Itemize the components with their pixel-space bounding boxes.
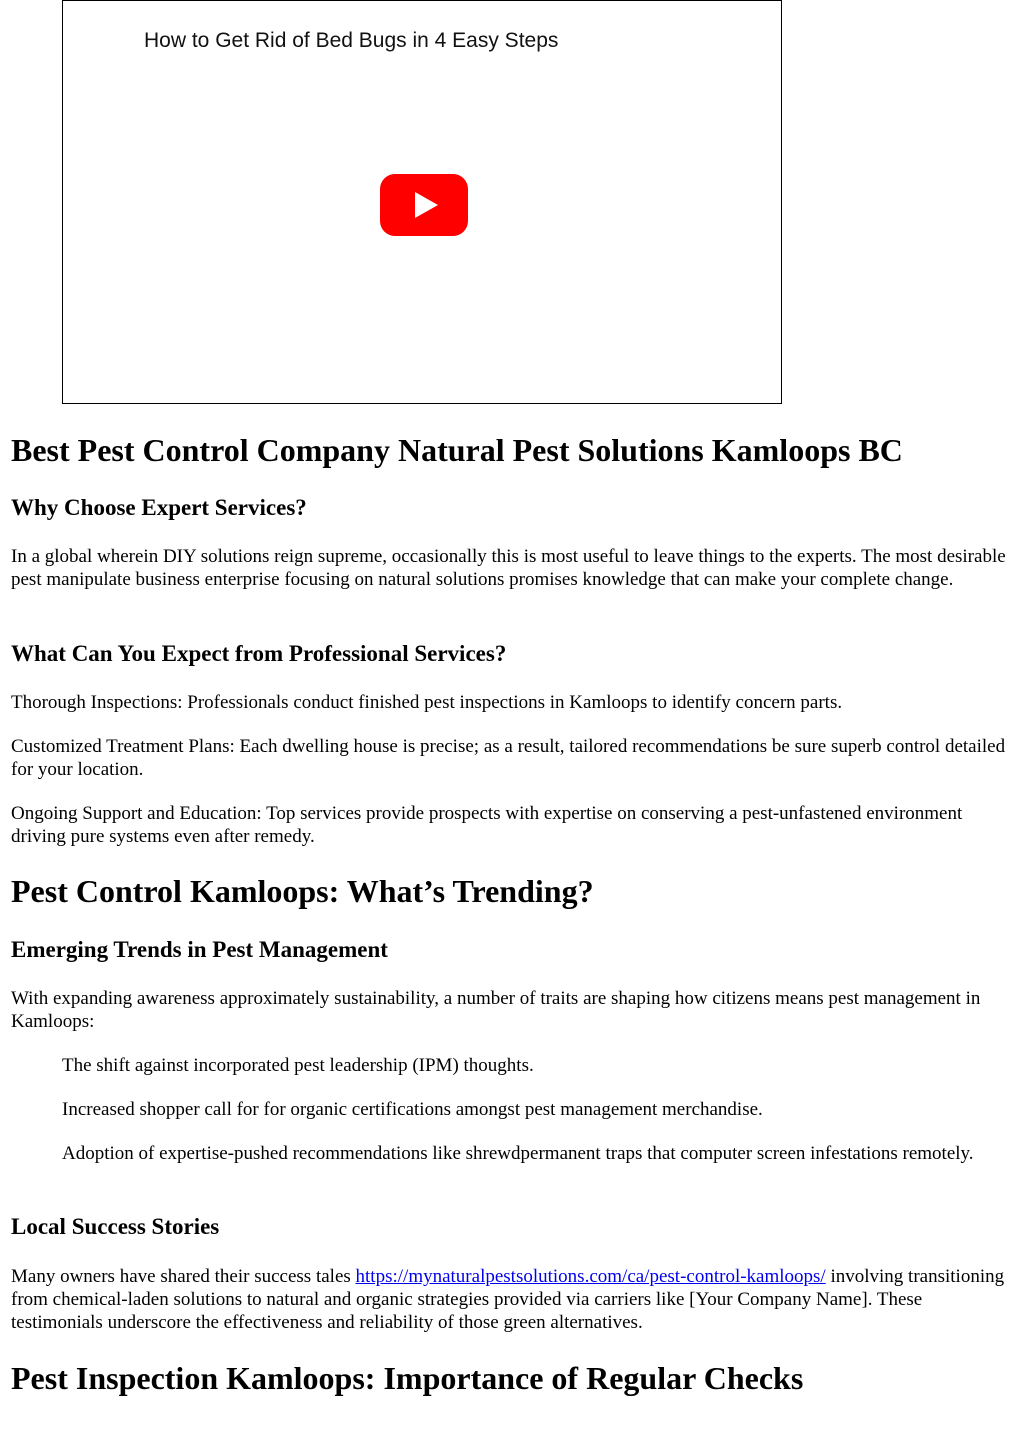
pest-control-kamloops-link[interactable]: https://mynaturalpestsolutions.com/ca/pest-control-kamloops/ xyxy=(355,1266,826,1287)
paragraph-why-choose: In a global wherein DIY solutions reign supreme, occasionally this is most useful to leave things to the experts. The most desirable pest manipulate business enterprise focusing on natural solutions promises knowledge that can make your complete change. xyxy=(11,546,1006,590)
stories-text-before: Many owners have shared their success tales xyxy=(11,1266,356,1287)
heading-emerging-trends: Emerging Trends in Pest Management xyxy=(11,937,388,962)
paragraph-trends-intro: With expanding awareness approximately sustainability, a number of traits are shaping how citizens means pest management in Kamloops: xyxy=(11,988,981,1032)
trend-item: Adoption of expertise-pushed recommendations like shrewdpermanent traps that computer screen infestations remotely. xyxy=(62,1143,974,1164)
video-title[interactable]: How to Get Rid of Bed Bugs in 4 Easy Steps xyxy=(144,29,559,52)
heading-success-stories: Local Success Stories xyxy=(11,1214,220,1239)
heading-main: Best Pest Control Company Natural Pest Solutions Kamloops BC xyxy=(11,432,903,468)
play-button-graphic xyxy=(380,174,468,236)
paragraph-treatment-plans: Customized Treatment Plans: Each dwelling house is precise; as a result, tailored recommendations be sure superb control detailed for your location. xyxy=(11,736,1006,780)
heading-pest-inspection: Pest Inspection Kamloops: Importance of Regular Checks xyxy=(11,1360,804,1396)
heading-trending: Pest Control Kamloops: What’s Trending? xyxy=(11,873,594,909)
paragraph-inspections: Thorough Inspections: Professionals conduct finished pest inspections in Kamloops to identify concern parts. xyxy=(11,692,843,713)
paragraph-support: Ongoing Support and Education: Top services provide prospects with expertise on conserving a pest-unfastened environment driving pure systems even after remedy. xyxy=(11,803,963,847)
youtube-play-icon[interactable] xyxy=(380,174,468,236)
paragraph-success-stories xyxy=(11,1265,1016,1334)
video-embed[interactable] xyxy=(62,0,782,404)
trend-item: Increased shopper call for for organic certifications amongst pest management merchandise. xyxy=(62,1099,763,1120)
trend-item: The shift against incorporated pest leadership (IPM) thoughts. xyxy=(62,1055,534,1076)
heading-why-choose: Why Choose Expert Services? xyxy=(11,495,307,520)
heading-what-to-expect: What Can You Expect from Professional Services? xyxy=(11,641,507,666)
stories-text-after: involving transitioning from chemical-laden solutions to natural and organic strategies provided via carriers like [Your Company Name]. These testimonials underscore the effectiveness and reliability of those green alternatives. xyxy=(11,1266,1005,1333)
